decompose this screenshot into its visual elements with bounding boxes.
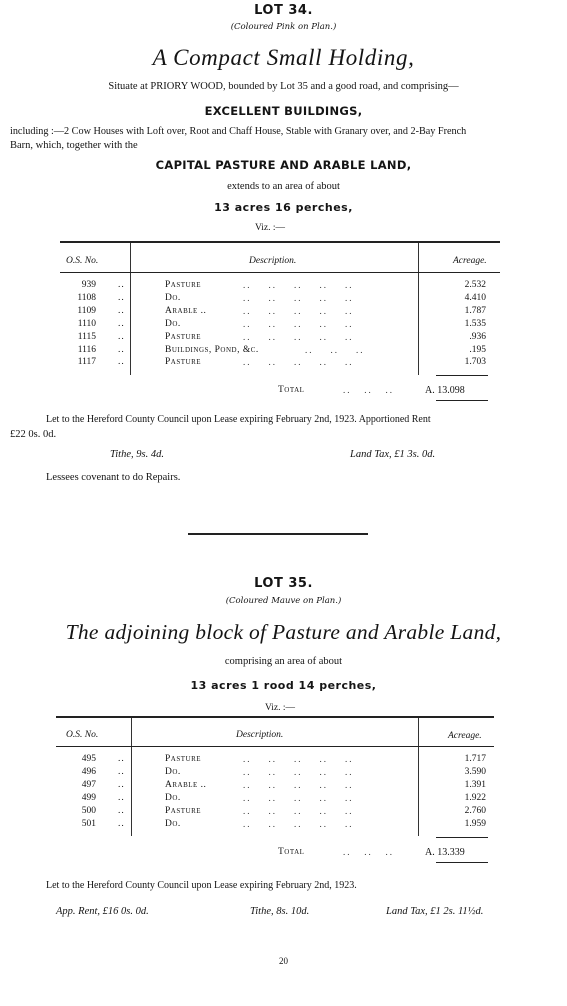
row-os-dots: ..	[118, 331, 125, 342]
row-os-dots: ..	[118, 357, 125, 368]
row-os-number: 500	[81, 805, 96, 816]
lot35-colour-note: (Coloured Mauve on Plan.)	[225, 596, 342, 606]
row-os-number: 1109	[77, 305, 96, 316]
row-leader-dots: .. .. .. .. ..	[243, 305, 354, 316]
row-os-number: 1117	[77, 357, 96, 368]
row-description: Buildings, Pond, &c.	[165, 344, 259, 355]
row-acreage: 1.703	[464, 357, 486, 368]
row-description: Pasture	[165, 331, 202, 342]
row-description: Do.	[165, 318, 181, 329]
lot35-table-header-rule	[56, 746, 494, 747]
row-description: Arable ..	[165, 305, 207, 316]
lot35-total-value: A. 13.339	[425, 847, 465, 858]
lot34-total-rule	[436, 375, 488, 376]
row-os-dots: ..	[118, 792, 125, 803]
lot34-total-value: A. 13.098	[425, 385, 465, 396]
row-os-number: 939	[81, 280, 96, 290]
lot35-comprising-line: comprising an area of about	[224, 656, 343, 667]
lot34-col-acreage: Acreage.	[453, 256, 487, 266]
row-acreage: 2.532	[464, 280, 486, 290]
row-acreage: 1.922	[464, 792, 486, 803]
row-acreage: 1.391	[464, 779, 486, 790]
lot-separator-rule	[188, 533, 368, 535]
row-description: Arable ..	[165, 779, 207, 790]
lot34-including-line1: including :—2 Cow Houses with Loft over, Root and Chaff House, Stable with Granary over, and 2-Bay French	[10, 126, 467, 137]
row-os-dots: ..	[118, 779, 125, 790]
row-acreage: .936	[469, 331, 486, 342]
lot35-table-divider-right	[418, 718, 419, 836]
lot35-viz: Viz. :—	[265, 703, 296, 713]
lot34-total-label: Total	[278, 385, 305, 395]
row-os-number: 1108	[77, 292, 96, 303]
row-os-dots: ..	[118, 754, 125, 764]
lot35-let-line: Let to the Hereford County Council upon Lease expiring February 2nd, 1923.	[46, 880, 357, 891]
row-acreage: 1.787	[464, 305, 486, 316]
lot35-app-rent: App. Rent, £16 0s. 0d.	[56, 906, 149, 917]
lot34-total-dots: .. .. ..	[343, 385, 394, 395]
lot34-title: A Compact Small Holding,	[152, 45, 415, 70]
lot35-tithe: Tithe, 8s. 10d.	[250, 906, 310, 917]
lot35-table-divider-left	[131, 718, 132, 836]
page-number: 20	[279, 956, 288, 966]
row-acreage: .195	[469, 344, 486, 355]
row-description: Do.	[165, 792, 181, 803]
lot34-table-divider-right	[418, 243, 419, 375]
row-os-dots: ..	[118, 280, 125, 290]
row-description: Do.	[165, 292, 181, 303]
row-leader-dots: .. .. .. .. ..	[243, 818, 354, 829]
row-os-number: 497	[81, 779, 96, 790]
row-acreage: 2.760	[464, 805, 486, 816]
lot35-title: The adjoining block of Pasture and Arable Land,	[65, 620, 502, 644]
row-os-dots: ..	[118, 305, 125, 316]
lot35-total-label: Total	[278, 847, 305, 857]
lot34-situate-line: Situate at PRIORY WOOD, bounded by Lot 35 and a good road, and comprising—	[108, 81, 459, 92]
lot34-area: 13 acres 16 perches,	[214, 201, 353, 214]
lot34-col-description: Description.	[249, 256, 297, 266]
row-description: Do.	[165, 766, 181, 777]
lot35-area: 13 acres 1 rood 14 perches,	[190, 679, 377, 692]
row-leader-dots: .. .. .. .. ..	[243, 805, 354, 816]
lot34-colour-note: (Coloured Pink on Plan.)	[230, 22, 337, 32]
lot34-lessees-note: Lessees covenant to do Repairs.	[46, 472, 181, 483]
lot34-tithe: Tithe, 9s. 4d.	[110, 449, 164, 460]
row-acreage: 4.410	[464, 292, 486, 303]
row-leader-dots: .. .. ..	[305, 344, 365, 355]
row-acreage: 1.535	[464, 318, 486, 329]
row-os-number: 1110	[77, 318, 96, 329]
row-leader-dots: .. .. .. .. ..	[243, 357, 354, 368]
row-os-number: 496	[81, 766, 96, 777]
row-os-dots: ..	[118, 344, 125, 355]
row-os-dots: ..	[118, 818, 125, 829]
row-leader-dots: .. .. .. .. ..	[243, 754, 354, 764]
row-leader-dots: .. .. .. .. ..	[243, 280, 354, 290]
lot34-col-os: O.S. No.	[66, 256, 99, 266]
row-acreage: 1.717	[464, 754, 486, 764]
row-os-number: 501	[81, 818, 96, 829]
lot35-heading: LOT 35.	[254, 576, 313, 591]
lot34-land-tax: Land Tax, £1 3s. 0d.	[350, 449, 436, 460]
lot34-let-line1: Let to the Hereford County Council upon Lease expiring February 2nd, 1923. Apportioned Rent	[46, 414, 431, 425]
lot35-col-acreage: Acreage.	[448, 731, 482, 741]
lot35-col-description: Description.	[236, 730, 284, 740]
lot34-extends-line: extends to an area of about	[227, 181, 340, 192]
row-os-dots: ..	[118, 805, 125, 816]
lot35-land-tax: Land Tax, £1 2s. 11½d.	[386, 906, 484, 917]
row-os-dots: ..	[118, 318, 125, 329]
lot35-total-underline	[436, 862, 488, 863]
row-leader-dots: .. .. .. .. ..	[243, 292, 354, 303]
row-os-number: 1115	[77, 331, 96, 342]
row-leader-dots: .. .. .. .. ..	[243, 792, 354, 803]
lot35-table-top-rule	[56, 716, 494, 718]
lot34-heading: LOT 34.	[254, 3, 313, 18]
row-os-dots: ..	[118, 766, 125, 777]
row-leader-dots: .. .. .. .. ..	[243, 779, 354, 790]
lot34-including-line2: Barn, which, together with the	[10, 140, 138, 151]
lot34-buildings-heading: EXCELLENT BUILDINGS,	[204, 104, 363, 118]
row-description: Pasture	[165, 357, 202, 368]
row-description: Do.	[165, 818, 181, 829]
row-description: Pasture	[165, 805, 202, 816]
row-description: Pasture	[165, 280, 202, 290]
row-leader-dots: .. .. .. .. ..	[243, 318, 354, 329]
row-description: Pasture	[165, 754, 202, 764]
lot35-col-os: O.S. No.	[66, 730, 99, 740]
lot34-table-divider-left	[130, 243, 131, 375]
row-leader-dots: .. .. .. .. ..	[243, 766, 354, 777]
row-acreage: 1.959	[464, 818, 486, 829]
row-os-number: 1116	[77, 344, 96, 355]
lot34-table-header-rule	[60, 272, 500, 273]
row-os-dots: ..	[118, 292, 125, 303]
lot34-land-heading: CAPITAL PASTURE AND ARABLE LAND,	[155, 158, 412, 172]
lot35-total-dots: .. .. ..	[343, 847, 394, 857]
lot34-total-underline	[436, 400, 488, 401]
lot34-table-top-rule	[60, 241, 500, 243]
row-acreage: 3.590	[464, 766, 486, 777]
lot34-let-line2: £22 0s. 0d.	[10, 429, 57, 440]
row-os-number: 495	[81, 754, 96, 764]
lot34-viz: Viz. :—	[255, 223, 286, 233]
row-leader-dots: .. .. .. .. ..	[243, 331, 354, 342]
lot35-total-rule	[436, 837, 488, 838]
row-os-number: 499	[81, 792, 96, 803]
